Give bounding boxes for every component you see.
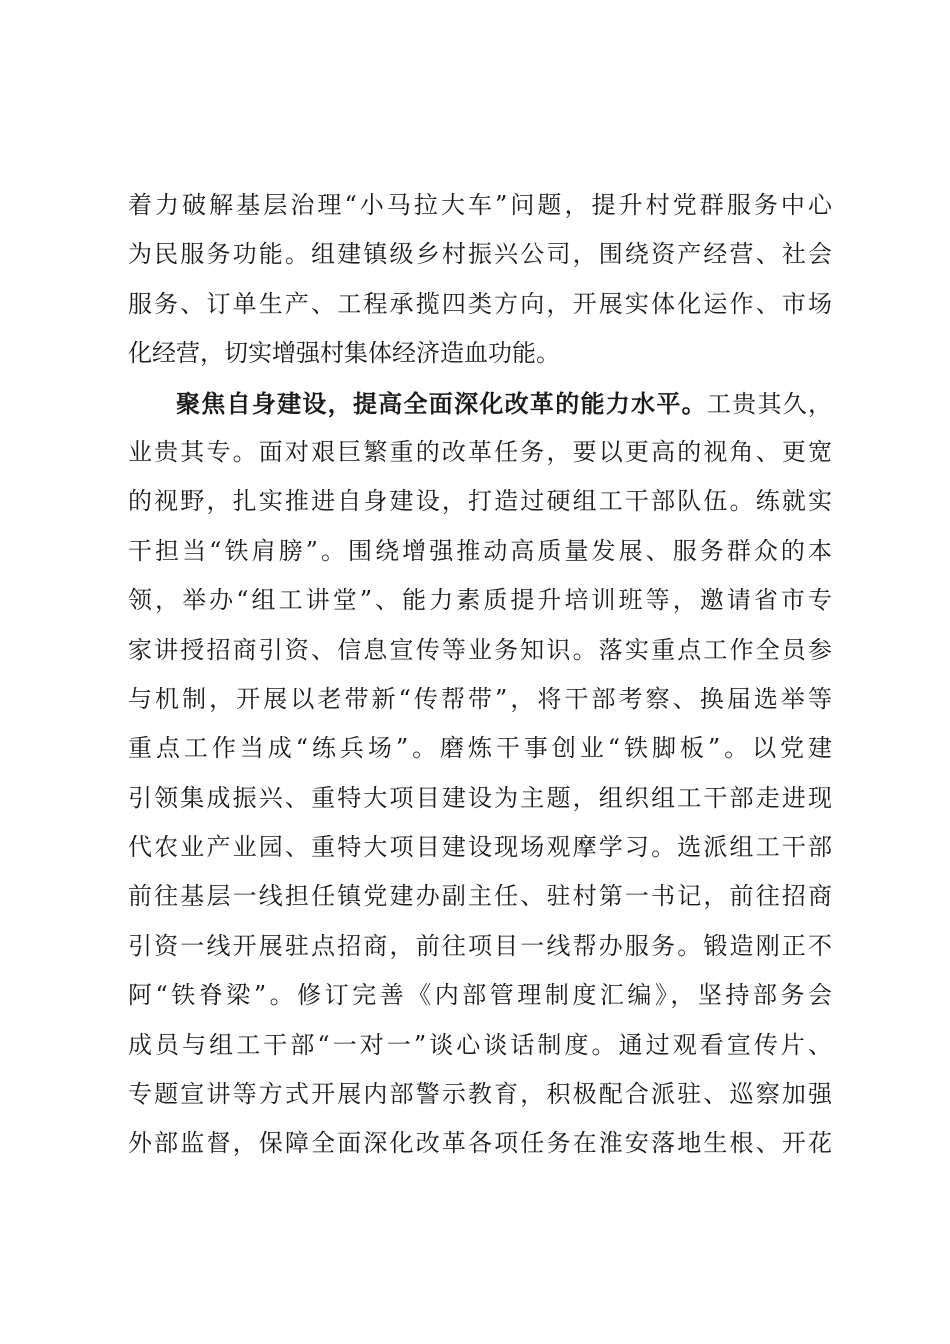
text-line: 专题宣讲等方式开展内部警示教育，积极配合派驻、巡察加强: [128, 1080, 832, 1109]
text-line: 外部监督，保障全面深化改革各项任务在淮安落地生根、开花: [128, 1129, 832, 1158]
text-line: 成员与组工干部“一对一”谈心谈话制度。通过观看宣传片、: [128, 1030, 832, 1059]
text-line: 业贵其专。面对艰巨繁重的改革任务，要以更高的视角、更宽: [128, 437, 832, 466]
text-line: 服务、订单生产、工程承揽四类方向，开展实体化运作、市场: [128, 289, 832, 318]
text-line: 引资一线开展驻点招商，前往项目一线帮办服务。锻造刚正不: [128, 931, 832, 960]
text-line: 领，举办“组工讲堂”、能力素质提升培训班等，邀请省市专: [128, 586, 832, 615]
text-line: 阿“铁脊梁”。修订完善《内部管理制度汇编》，坚持部务会: [128, 981, 832, 1010]
body-text: [128, 181, 832, 1169]
paragraph-2: [128, 379, 832, 1169]
text-line: 与机制，开展以老带新“传帮带”，将干部考察、换届选举等: [128, 684, 832, 713]
text-line: 着力破解基层治理“小马拉大车”问题，提升村党群服务中心: [128, 191, 832, 219]
text-line: 前往基层一线担任镇党建办副主任、驻村第一书记，前往招商: [128, 882, 832, 911]
text-line: 为民服务功能。组建镇级乡村振兴公司，围绕资产经营、社会: [128, 240, 832, 269]
text-line: 化经营，切实增强村集体经济造血功能。: [128, 339, 560, 368]
text-line: 代农业产业园、重特大项目建设现场观摩学习。选派组工干部: [128, 833, 832, 862]
text-run: 工贵其久，: [706, 389, 833, 418]
text-line: 重点工作当成“练兵场”。磨炼干事创业“铁脚板”。以党建: [128, 734, 832, 763]
paragraph-heading: 聚焦自身建设，提高全面深化改革的能力水平。: [176, 388, 707, 418]
text-line: 干担当“铁肩膀”。围绕增强推动高质量发展、服务群众的本: [128, 536, 832, 565]
text-line: 引领集成振兴、重特大项目建设为主题，组织组工干部走进现: [128, 783, 832, 812]
text-line: 家讲授招商引资、信息宣传等业务知识。落实重点工作全员参: [128, 635, 832, 664]
paragraph-1: [128, 181, 832, 379]
text-line: 的视野，扎实推进自身建设，打造过硬组工干部队伍。练就实: [128, 487, 832, 516]
text-line: [128, 379, 832, 428]
